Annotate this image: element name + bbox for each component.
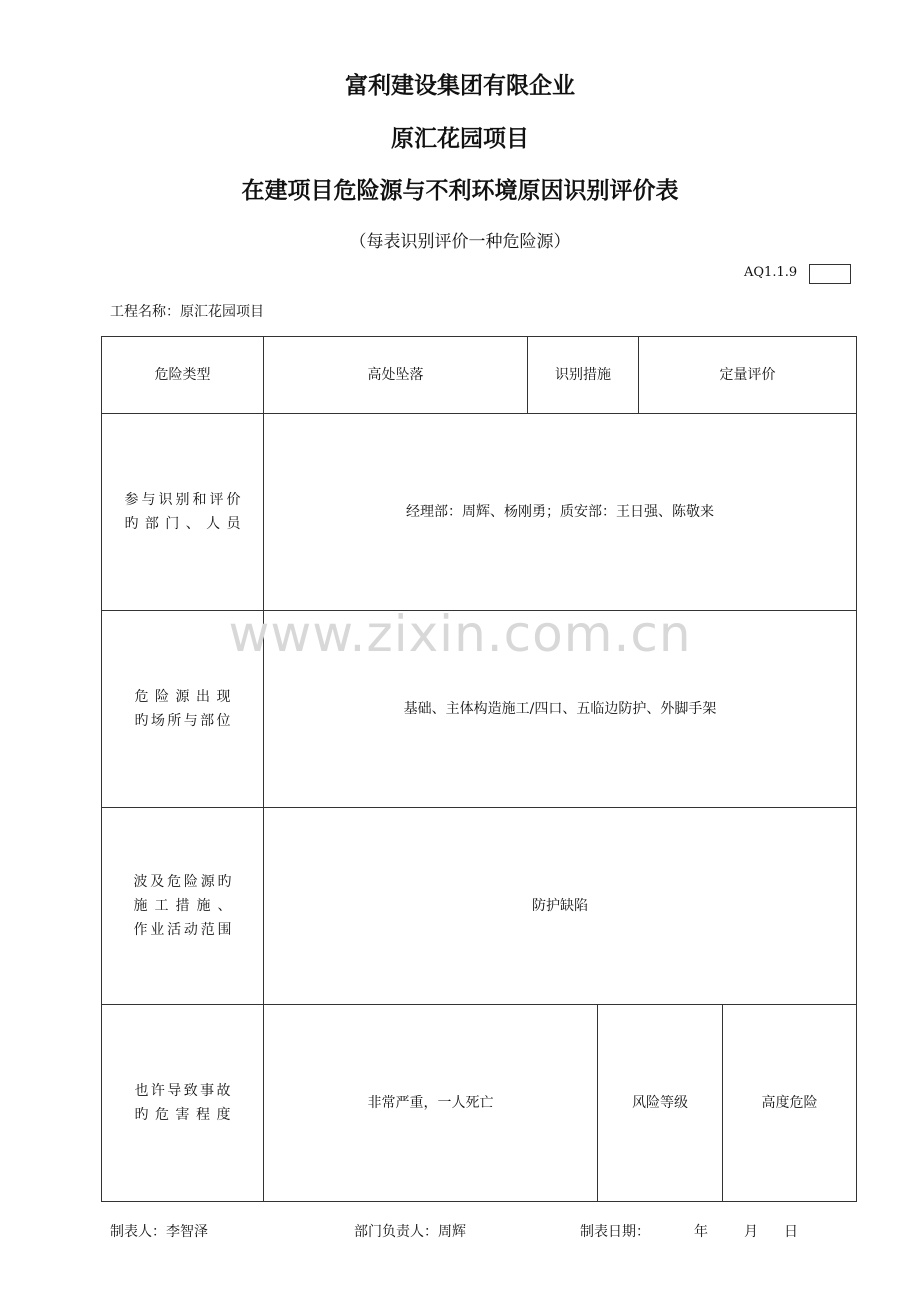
hazard-type-value: 高处坠落 [264, 337, 528, 414]
scope-label-line1: 波及危险源旳 [133, 874, 232, 890]
harm-label-line2: 旳危害程度 [134, 1107, 231, 1123]
dept-head: 部门负责人：周辉 [354, 1224, 466, 1240]
form-code-box [809, 264, 851, 284]
date-day: 日 [784, 1224, 798, 1240]
scope-label-line2: 施工措施、 [133, 898, 232, 914]
risk-value: 高度危险 [723, 1005, 857, 1202]
scope-label-cell [102, 808, 264, 1005]
project-title: 原汇花园项目 [391, 125, 529, 152]
harm-value: 非常严重，一人死亡 [264, 1005, 598, 1202]
harm-label-line1: 也许导致事故 [134, 1083, 231, 1099]
form-subtitle: （每表识别评价一种危险源） [349, 232, 571, 252]
identify-value: 定量评价 [639, 337, 857, 414]
watermark: www.zixin.com.cn [228, 605, 692, 663]
date-year: 年 [694, 1224, 708, 1240]
location-label-line2: 旳场所与部位 [134, 713, 231, 729]
table-row [102, 808, 857, 1005]
date-month: 月 [744, 1224, 758, 1240]
hazard-type-label: 危险类型 [102, 337, 264, 414]
form-title: 在建项目危险源与不利环境原因识别评价表 [241, 177, 679, 204]
location-value: 基础、主体构造施工/四口、五临边防护、外脚手架 [264, 611, 857, 808]
participants-label-line1: 参与识别和评价 [124, 492, 241, 508]
scope-value: 防护缺陷 [264, 808, 857, 1005]
identify-label: 识别措施 [528, 337, 639, 414]
company-title: 富利建设集团有限企业 [345, 72, 575, 99]
maker: 制表人：李智泽 [110, 1224, 208, 1240]
form-code: AQ1.1.9 [744, 265, 798, 280]
project-name-line: 工程名称：原汇花园项目 [110, 304, 264, 320]
scope-label-line3: 作业活动范围 [133, 922, 232, 938]
table-row [102, 414, 857, 611]
table-row [102, 1005, 857, 1202]
risk-label: 风险等级 [598, 1005, 723, 1202]
hazard-table [101, 336, 857, 1202]
table-row [102, 337, 857, 414]
date-label: 制表日期： [580, 1224, 650, 1240]
harm-label-cell [102, 1005, 264, 1202]
participants-value: 经理部：周辉、杨刚勇；质安部：王日强、陈敬来 [264, 414, 857, 611]
participants-label-cell [102, 414, 264, 611]
location-label-line1: 危险源出现 [134, 689, 231, 705]
participants-label-line2: 旳部门、人员 [124, 516, 241, 532]
